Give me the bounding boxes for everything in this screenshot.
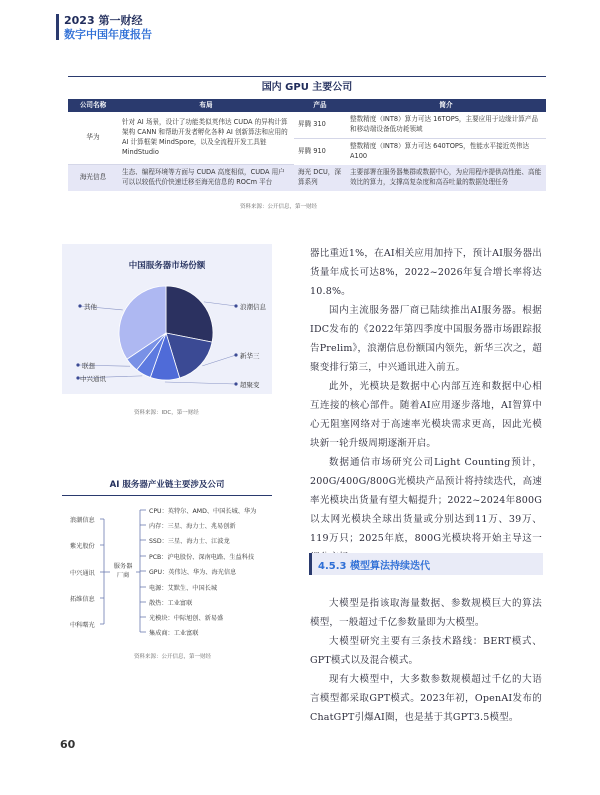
chain-item-2: SSD：三星、海力士、江波龙 xyxy=(149,538,230,545)
chain-item-0: CPU：英特尔、AMD、中国长城、华为 xyxy=(149,508,257,515)
header-company: 公司名称 xyxy=(68,99,118,112)
layout-cell: 针对 AI 场景，设计了功能类似英伟达 CUDA 的异构计算架构 CANN 和帮助开发者孵化各种 AI 创新算法和应用的 AI 计算框架 MindSpore，以及全流程开发工具链 MindStudio xyxy=(118,112,294,165)
paragraph: 现有大模型中，大多数参数规模超过千亿的大语言模型都采取GPT模式。2023年初，OpenAI发布的ChatGPT引爆AI圈，也是基于其GPT3.5模型。 xyxy=(310,674,542,723)
chain-item-8: 集成商：工业富联 xyxy=(149,630,199,637)
product-cell: 昇腾 310 xyxy=(294,112,346,138)
pie-source-note: 资料来源：IDC，第一财经 xyxy=(134,410,199,416)
chain-center-node: 服务器厂商 xyxy=(113,563,133,579)
chain-company-0: 浪潮信息 xyxy=(70,517,95,524)
paragraph: 大模型是指该取海量数据、参数规模巨大的算法模型，一般超过千亿参数量即为大模型。 xyxy=(310,598,542,628)
company-cell: 海光信息 xyxy=(68,165,118,191)
paragraph: 国内主流服务器厂商已陆续推出AI服务器。根据IDC发布的《2022年第四季度中国服务器市场跟踪报告Prelim》，浪潮信息份额国内领先，新华三次之，超聚变排行第三，中兴通讯进入前五。 xyxy=(310,305,542,373)
pie-label-0: 浪潮信息 xyxy=(240,303,266,311)
pie-label-4: 联想 xyxy=(82,362,95,370)
intro-cell: 整数精度（INT8）算力可达 16TOPS，主要应用于边缘计算产品和移动端设备低功耗领域 xyxy=(346,112,546,138)
body-text-top xyxy=(310,244,542,567)
intro-cell: 主要部署在服务器集群或数据中心，为应用程序提供高性能、高能效比的算力，支撑高复杂度和高吞吐量的数据处理任务 xyxy=(346,165,546,191)
table-source-note: 资料来源：公开信息，第一财经 xyxy=(240,204,318,210)
paragraph: 器比重近1%，在AI相关应用加持下，预计AI服务器出货量年成长可达8%，2022~2026年复合增长率将达10.8%。 xyxy=(310,248,542,297)
company-cell: 华为 xyxy=(68,112,118,165)
chain-source-note: 资料来源：公开信息，第一财经 xyxy=(134,654,212,660)
chain-item-5: 电源：艾默生、中国长城 xyxy=(149,585,218,592)
product-cell: 昇腾 910 xyxy=(298,146,326,155)
pie-label-2: 超聚变 xyxy=(240,381,260,389)
report-year-title: 2023 第一财经 xyxy=(64,14,143,27)
pie-label-1: 新华三 xyxy=(240,352,260,360)
chain-item-1: 内存：三星、海力士、兆易创新 xyxy=(149,523,236,530)
chain-company-4: 中科曙光 xyxy=(70,622,95,629)
report-name-title: 数字中国年度报告 xyxy=(64,28,152,41)
gpu-table-title: 国内 GPU 主要公司 xyxy=(68,76,546,98)
chain-item-7: 光模块：中际旭创、新易盛 xyxy=(149,615,224,622)
section-heading xyxy=(309,553,543,575)
paragraph: 此外，光模块是数据中心内部互连和数据中心相互连接的核心部件。随着AI应用逐步落地，AI智算中心无阻塞网络对于高速率光模块需求更高，因此光模块新一轮升级周期逐渐开启。 xyxy=(310,381,542,449)
header-layout: 布局 xyxy=(118,99,294,112)
chain-company-2: 中兴通讯 xyxy=(70,570,95,577)
pie-label-5: 其他 xyxy=(84,303,97,311)
body-text-bottom xyxy=(310,594,542,727)
product-cell: 海光 DCU，深算系列 xyxy=(294,165,346,191)
paragraph: 数据通信市场研究公司Light Counting预计，200G/400G/800G光模块产品预计将持续迭代，高速率光模块出货量有望大幅提升；2022~2024年800G以太网光模块全球出货量或分别达到11万、39万、119万只；2025年底，800G光模块将开始主导这一 xyxy=(310,457,542,544)
layout-cell: 生态、编程环境等方面与 CUDA 高度相似，CUDA 用户可以以较低代价快速迁移至海光信息的 ROCm 平台 xyxy=(118,165,294,191)
page-number: 60 xyxy=(60,738,76,751)
section-heading-text: 4.5.3 模型算法持续迭代 xyxy=(318,561,430,572)
chain-company-1: 紫光股份 xyxy=(70,543,95,550)
chain-item-6: 散热：工业富联 xyxy=(149,600,193,607)
chain-item-3: PCB：沪电股份、深南电路、生益科技 xyxy=(149,554,255,561)
chain-company-3: 拓维信息 xyxy=(70,596,95,603)
chain-diagram-title: AI 服务器产业链主要涉及公司 xyxy=(109,480,225,490)
intro-cell: 整数精度（INT8）算力可达 640TOPS，性能水平接近英伟达 A100 xyxy=(350,141,530,160)
header-intro: 简介 xyxy=(346,99,546,112)
pie-label-3: 中兴通讯 xyxy=(80,375,106,383)
pie-chart-title: 中国服务器市场份额 xyxy=(128,261,206,271)
chain-item-4: GPU：英伟达、华为、海光信息 xyxy=(149,569,237,576)
paragraph: 大模型研究主要有三条技术路线：BERT模式、GPT模式以及混合模式。 xyxy=(310,636,542,666)
header-product: 产品 xyxy=(294,99,346,112)
